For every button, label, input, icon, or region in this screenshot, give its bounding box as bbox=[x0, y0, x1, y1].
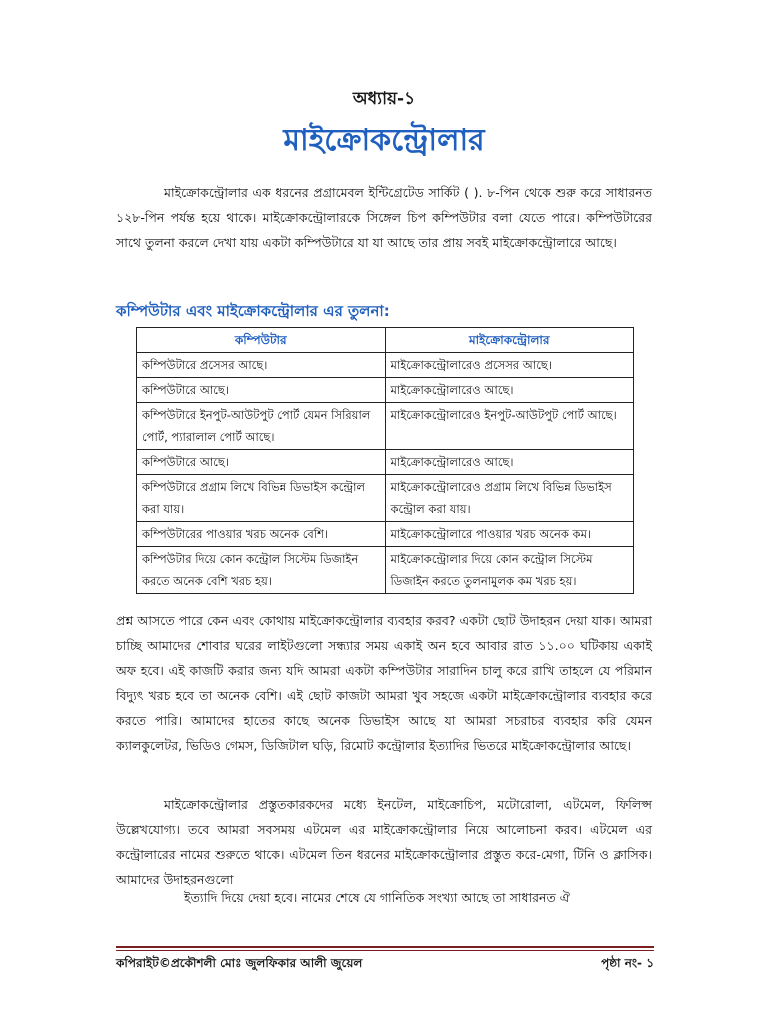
table-row bbox=[137, 403, 634, 450]
manufacturers-paragraph: মাইক্রোকন্ট্রোলার প্রস্তুতকারকদের মধ্যে ইনটেল, মাইক্রোচিপ, মটোরোলা, এটমেল, ফিলিপ্স উল্লেখযোগ্য। তবে আমরা সবসময় এটমেল এর মাইক্রোকন্ট্রোলার নিয়ে আলোচনা করব। এটমেল এর কন্ট্রোলারের নামের শুরুতে থাকে। এটমেল তিন ধরনের মাইক্রোকন্ট্রোলার প্রস্তুত করে-মেগা, টিনি ও ক্লাসিক। আমাদের উদাহরনগুলো bbox=[116, 797, 652, 887]
table-cell: কম্পিউটারে আছে। bbox=[137, 450, 386, 475]
naming-paragraph: ইত্যাদি দিয়ে দেয়া হবে। নামের শেষে যে গানিতিক সংখ্যা আছে তা সাধারনত ঐ bbox=[184, 890, 570, 905]
footer-copyright: কপিরাইট©প্রকৌশলী মোঃ জুলফিকার আলী জুয়েল bbox=[116, 956, 363, 970]
comparison-heading: কম্পিউটার এবং মাইক্রোকন্ট্রোলার এর তুলনা: bbox=[116, 302, 390, 320]
table-row bbox=[137, 353, 634, 378]
table-cell: কম্পিউটারে আছে। bbox=[137, 378, 386, 403]
table-cell: মাইক্রোকন্ট্রোলার দিয়ে কোন কন্ট্রোল সিস্টেম ডিজাইন করতে তুলনামুলক কম খরচ হয়। bbox=[385, 547, 634, 594]
header-computer: কম্পিউটার bbox=[137, 328, 386, 353]
chapter-label: অধ্যায়-১ bbox=[352, 89, 416, 109]
table-cell: মাইক্রোকন্ট্রোলারেও প্রসেসর আছে। bbox=[385, 353, 634, 378]
table-cell: মাইক্রোকন্ট্রোলারে পাওয়ার খরচ অনেক কম। bbox=[385, 522, 634, 547]
comparison-table bbox=[136, 327, 634, 594]
footer-page-number: পৃষ্ঠা নং- ১ bbox=[601, 956, 654, 970]
table-cell: কম্পিউটারের পাওয়ার খরচ অনেক বেশি। bbox=[137, 522, 386, 547]
footer-divider-thin bbox=[116, 950, 654, 951]
table-row bbox=[137, 378, 634, 403]
table-cell: কম্পিউটারে ইনপুট-আউটপুট পোর্ট যেমন সিরিয়াল পোর্ট, প্যারালাল পোর্ট আছে। bbox=[137, 403, 386, 450]
table-cell: মাইক্রোকন্ট্রোলারেও আছে। bbox=[385, 378, 634, 403]
footer-divider bbox=[116, 946, 654, 948]
table-row bbox=[137, 547, 634, 594]
table-header-row bbox=[137, 328, 634, 353]
table-cell: মাইক্রোকন্ট্রোলারেও প্রগ্রাম লিখে বিভিন্ন ডিভাইস কন্ট্রোল করা যায়। bbox=[385, 475, 634, 522]
table-row bbox=[137, 475, 634, 522]
table-cell: মাইক্রোকন্ট্রোলারেও ইনপুট-আউটপুট পোর্ট আছে। bbox=[385, 403, 634, 450]
table-cell: কম্পিউটারে প্রসেসর আছে। bbox=[137, 353, 386, 378]
page-title: মাইক্রোকন্ট্রোলার bbox=[283, 123, 485, 158]
table-row bbox=[137, 522, 634, 547]
table-cell: কম্পিউটারে প্রগ্রাম লিখে বিভিন্ন ডিভাইস কন্ট্রোল করা যায়। bbox=[137, 475, 386, 522]
intro-paragraph: মাইক্রোকন্ট্রোলার এক ধরনের প্রগ্রামেবল ইন্টিগ্রেটেড সার্কিট ( ). ৮-পিন থেকে শুরু করে সাধারনত ১২৮-পিন পর্যন্ত হয়ে থাকে। মাইক্রোকন্ট্রোলারকে সিঙ্গেল চিপ কম্পিউটার বলা যেতে পারে। কম্পিউটারের সাথে তুলনা করলে দেখা যায় একটা কম্পিউটারে যা যা আছে তার প্রায় সবই মাইক্রোকন্ট্রোলারে আছে। bbox=[116, 185, 652, 250]
table-cell: কম্পিউটার দিয়ে কোন কন্ট্রোল সিস্টেম ডিজাইন করতে অনেক বেশি খরচ হয়। bbox=[137, 547, 386, 594]
table-row bbox=[137, 450, 634, 475]
header-microcontroller: মাইক্রোকন্ট্রোলার bbox=[385, 328, 634, 353]
table-cell: মাইক্রোকন্ট্রোলারেও আছে। bbox=[385, 450, 634, 475]
usage-paragraph: প্রশ্ন আসতে পারে কেন এবং কোথায় মাইক্রোকন্ট্রোলার ব্যবহার করব? একটা ছোট উদাহরন দেয়া যাক। আমরা চাচ্ছি আমাদের শোবার ঘরের লাইটগুলো সন্ধ্যার সময় একাই অন হবে আবার রাত ১১.০০ ঘটিকায় একাই অফ হবে। এই কাজটি করার জন্য যদি আমরা একটা কম্পিউটার সারাদিন চালু করে রাখি তাহলে যে পরিমান বিদ্যুৎ খরচ হবে তা অনেক বেশি। এই ছোট কাজটা আমরা খুব সহজে একটা মাইক্রোকন্ট্রোলার ব্যবহার করে করতে পারি। আমাদের হাতের কাছে অনেক ডিভাইস আছে যা আমরা সচরাচর ব্যবহার করি যেমন ক্যালকুলেটর, ভিডিও গেমস, ডিজিটাল ঘড়ি, রিমোট কন্ট্রোলার ইত্যাদির ভিতরে মাইক্রোকন্ট্রোলার আছে। bbox=[116, 613, 652, 753]
